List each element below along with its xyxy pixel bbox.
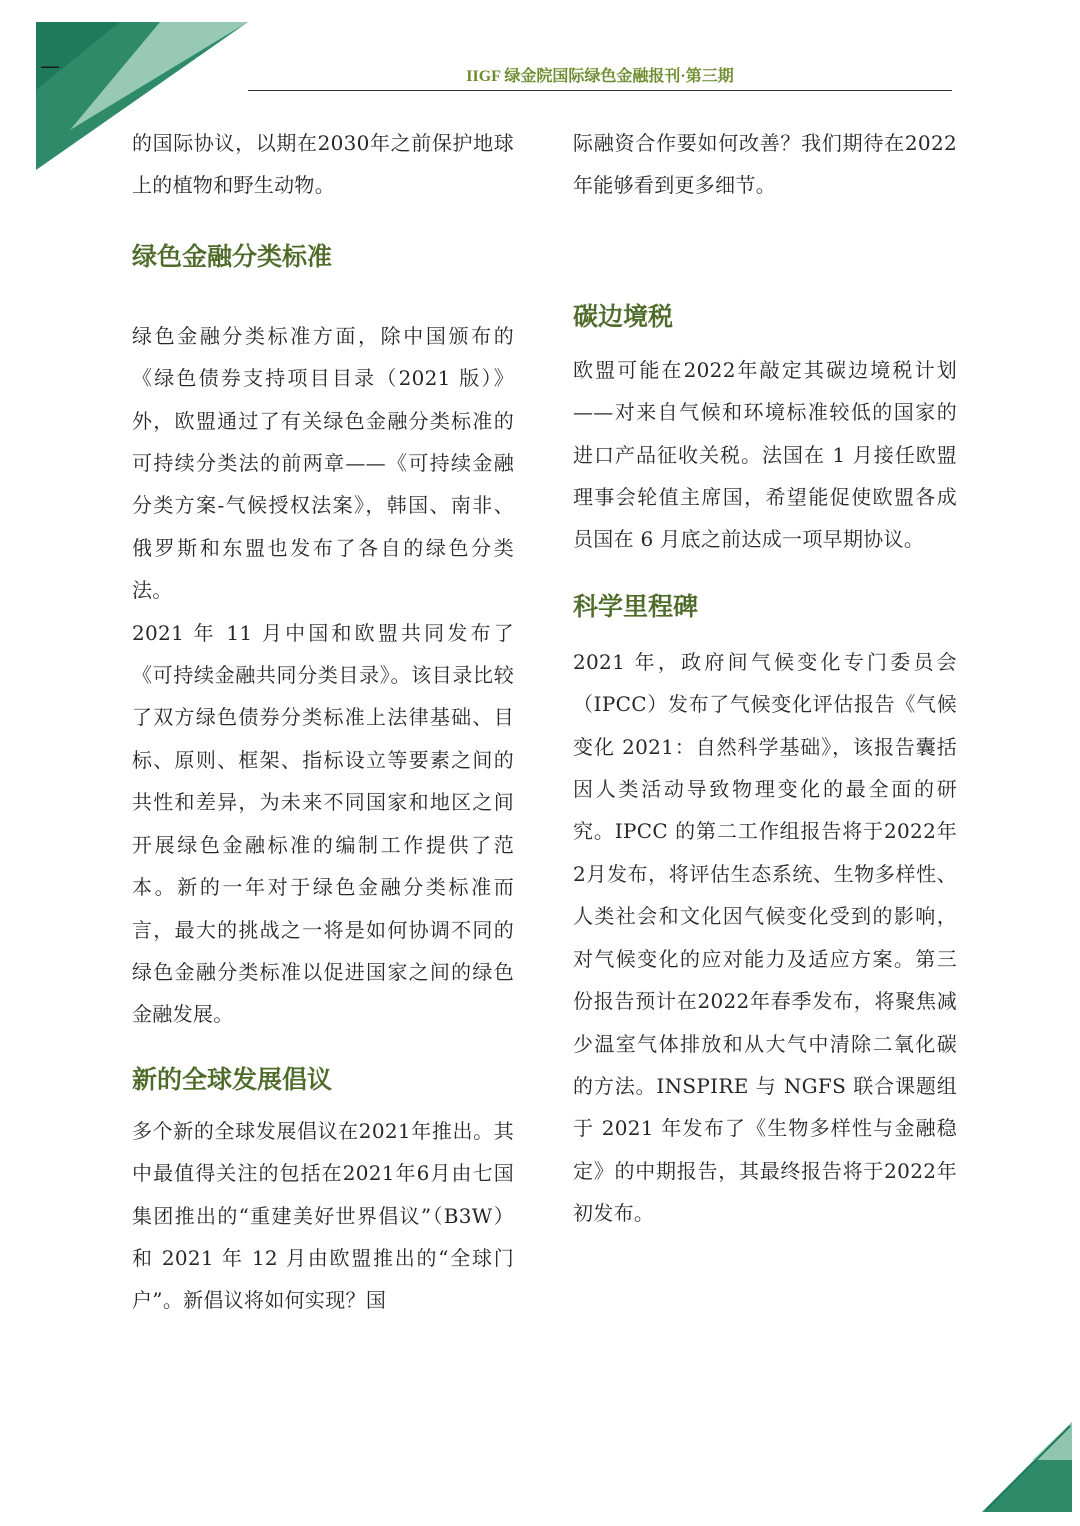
corner-decoration-bottom xyxy=(970,1416,1080,1526)
global-initiatives-paragraph: 多个新的全球发展倡议在2021年推出。其中最值得关注的包括在2021年6月由七国集团推出的“重建美好世界倡议”（B3W）和 2021 年 12 月由欧盟推出的“全球门户”。新倡议将如何实现？国 xyxy=(132,1118,514,1313)
page-marker: — xyxy=(40,54,60,78)
taxonomy-paragraph-1: 绿色金融分类标准方面，除中国颁布的《绿色债券支持项目目录（2021 版）》外，欧盟通过了有关绿色金融分类标准的可持续分类法的前两章——《可持续金融分类方案-气候授权法案》，韩国、南非、俄罗斯和东盟也发布了各自的绿色分类法。 xyxy=(132,323,514,603)
section-heading-carbon-border-tax: 碳边境税 xyxy=(573,301,674,331)
section-heading-taxonomy: 绿色金融分类标准 xyxy=(132,241,333,271)
header-rule xyxy=(248,90,952,91)
science-milestones-paragraph: 2021 年，政府间气候变化专门委员会（IPCC）发布了气候变化评估报告《气候变化 2021：自然科学基础》，该报告囊括因人类活动导致物理变化的最全面的研究。IPCC 的第二工作组报告将于2022年2月发布，将评估生态系统、生物多样性、人类社会和文化因气候变化受到的影响，对气候变化的应对能力及适应方案。第三份报告预计在2022年春季发布，将聚焦减少温室气体排放和从大气中清除二氧化碳的方法。INSPIRE 与 NGFS 联合课题组于 2021 年发布了《生物多样性与金融稳定》的中期报告，其最终报告将于2022年初发布。 xyxy=(573,649,957,1226)
left-intro-paragraph: 的国际协议，以期在2030年之前保护地球上的植物和野生动物。 xyxy=(132,131,514,198)
taxonomy-paragraph-2: 2021 年 11 月中国和欧盟共同发布了《可持续金融共同分类目录》。该目录比较了双方绿色债券分类标准上法律基础、目标、原则、框架、指标设立等要素之间的共性和差异，为未来不同国家和地区之间开展绿色金融标准的编制工作提供了范本。新的一年对于绿色金融分类标准而言，最大的挑战之一将是如何协调不同的绿色金融分类标准以促进国家之间的绿色金融发展。 xyxy=(132,620,514,1027)
section-heading-global-initiatives: 新的全球发展倡议 xyxy=(132,1064,333,1094)
carbon-border-tax-paragraph: 欧盟可能在2022年敲定其碳边境税计划——对来自气候和环境标准较低的国家的进口产品征收关税。法国在 1 月接任欧盟理事会轮值主席国，希望能促使欧盟各成员国在 6 月底之前达成一项早期协议。 xyxy=(573,357,957,552)
section-heading-science-milestones: 科学里程碑 xyxy=(573,591,699,621)
header-title: IIGF 绿金院国际绿色金融报刊·第三期 xyxy=(466,68,734,85)
right-column xyxy=(573,122,957,1235)
left-column xyxy=(132,122,514,1322)
right-intro-paragraph: 际融资合作要如何改善？我们期待在2022年能够看到更多细节。 xyxy=(573,131,957,198)
